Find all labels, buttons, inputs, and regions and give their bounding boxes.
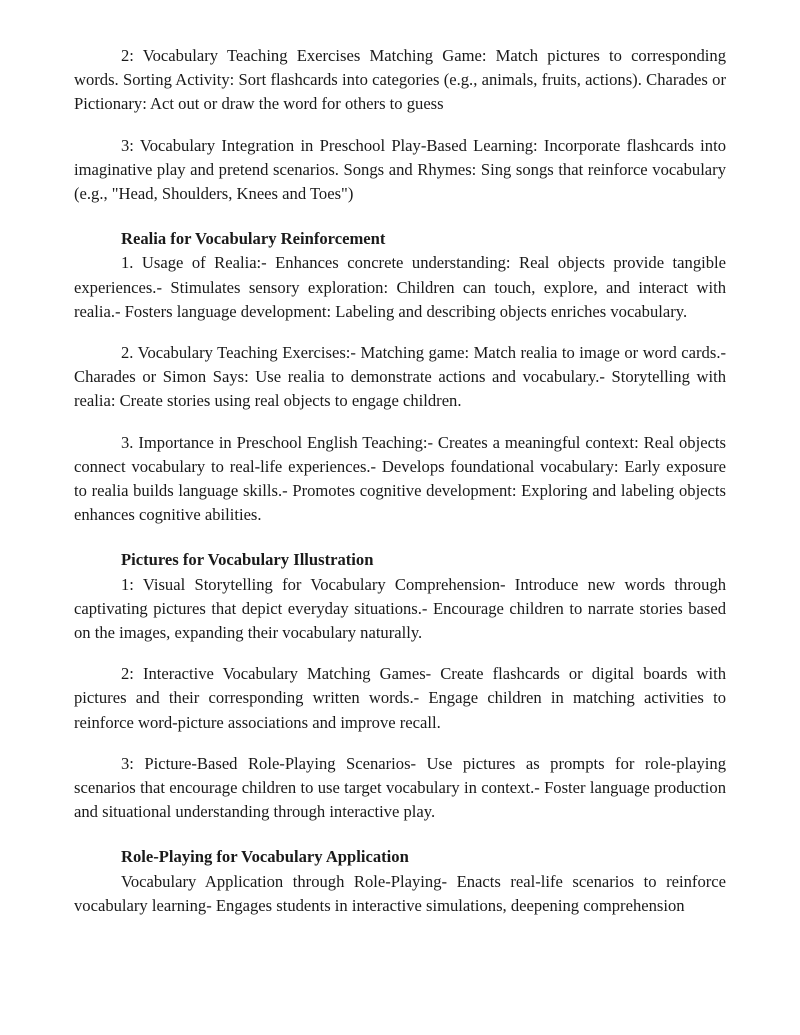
paragraph-pictures-roleplay: 3: Picture-Based Role-Playing Scenarios- Use pictures as prompts for role-playing scenarios that encourage children to use target vocabulary in context.- Foster language production and situational understanding through interactive play.	[74, 753, 726, 822]
section-heading-roleplay: Role-Playing for Vocabulary Application	[121, 847, 409, 867]
paragraph-vocabulary-integration: 3: Vocabulary Integration in Preschool Play-Based Learning: Incorporate flashcards into imaginative play and pretend scenarios. Songs and Rhymes: Sing songs that reinforce vocabulary (e.g., "Head, Shoulders, Knees and Toes")	[74, 135, 726, 204]
paragraph-realia-importance: 3. Importance in Preschool English Teaching:- Creates a meaningful context: Real objects connect vocabulary to real-life experiences.- Develops foundational vocabulary: Early exposure to realia builds language skills.- Promotes cognitive development: Exploring and labeling objects enhances cognitive abilities.	[74, 432, 726, 525]
paragraph-pictures-matching: 2: Interactive Vocabulary Matching Games- Create flashcards or digital boards with pictures and their corresponding written words.- Engage children in matching activities to reinforce word-picture associations and improve recall.	[74, 664, 726, 732]
paragraph-pictures-storytelling: 1: Visual Storytelling for Vocabulary Comprehension- Introduce new words through captivating pictures that depict everyday situations.- Encourage children to narrate stories based on the images, expanding their vocabulary naturally.	[74, 574, 726, 643]
section-heading-realia: Realia for Vocabulary Reinforcement	[121, 229, 386, 249]
section-realia	[74, 227, 726, 527]
paragraph-roleplay-application: Vocabulary Application through Role-Playing- Enacts real-life scenarios to reinforce vocabulary learning- Engages students in interactive simulations, deepening comprehension	[74, 871, 726, 915]
section-pictures	[74, 548, 726, 824]
paragraph-realia-exercises: 2. Vocabulary Teaching Exercises:- Matching game: Match realia to image or word cards.- Charades or Simon Says: Use realia to demonstrate actions and vocabulary.- Storytelling with realia: Create stories using real objects to engage children.	[74, 343, 726, 411]
section-heading-pictures: Pictures for Vocabulary Illustration	[121, 550, 374, 570]
document-page	[74, 44, 726, 918]
paragraph-realia-usage: 1. Usage of Realia:- Enhances concrete understanding: Real objects provide tangible experiences.- Stimulates sensory exploration: Children can touch, explore, and interact with realia.- Fosters language development: Labeling and describing objects enriches vocabulary.	[74, 253, 726, 321]
section-roleplay	[74, 845, 726, 918]
paragraph-vocabulary-teaching-exercises: 2: Vocabulary Teaching Exercises Matching Game: Match pictures to corresponding words. Sorting Activity: Sort flashcards into categories (e.g., animals, fruits, actions). Charades or Pictionary: Act out or draw the word for others to guess	[74, 46, 726, 114]
